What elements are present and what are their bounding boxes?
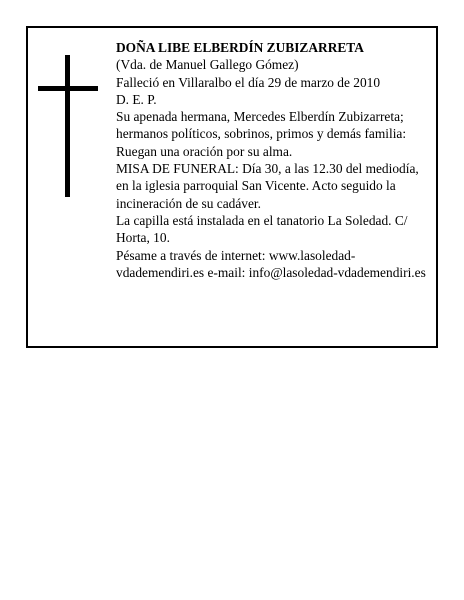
death-line: Falleció en Villaralbo el día 29 de marzo de 2010 (116, 74, 381, 90)
prayer-line: Ruegan una oración por su alma. (116, 143, 293, 159)
cross-icon (38, 55, 98, 197)
funeral-paragraph: MISA DE FUNERAL: Día 30, a las 12.30 del mediodía, en la iglesia parroquial San Vicente. Acto seguido la incineración de su cadáver. (116, 161, 419, 211)
chapel-paragraph: La capilla está instalada en el tanatorio La Soledad. C/ Horta, 10. (116, 212, 408, 246)
family-paragraph: Su apenada hermana, Mercedes Elberdín Zubizarreta; hermanos políticos, sobrinos, primos y demás familia: (116, 109, 407, 142)
obituary-notice (26, 26, 438, 348)
condolences-paragraph: Pésame a través de internet: www.lasoledad-vdademendiri.es e-mail: info@lasoledad-vdademendiri.es (116, 247, 426, 280)
widow-of-line: (Vda. de Manuel Gallego Gómez) (116, 57, 299, 73)
deceased-name: DOÑA LIBE ELBERDÍN ZUBIZARRETA (116, 40, 364, 55)
obituary-text (116, 39, 426, 281)
rip-line: D. E. P. (116, 91, 157, 107)
